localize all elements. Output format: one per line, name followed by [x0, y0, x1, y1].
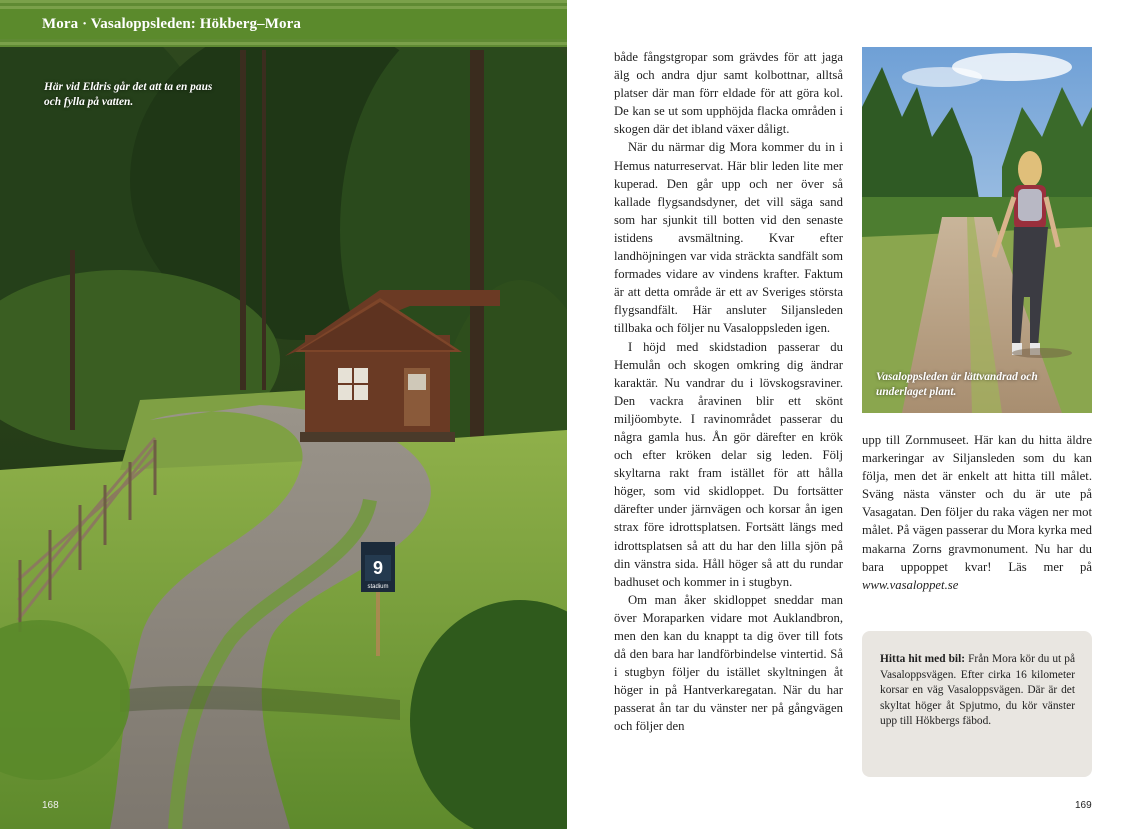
body-text-column-2 — [862, 431, 1092, 594]
photo-caption-left: Här vid Eldris går det att ta en paus och fylla på vatten. — [44, 81, 213, 108]
trail-hiker-photo-frame — [862, 47, 1092, 413]
paragraph: både fångstgropar som grävdes för att jaga älg och andra djur samt kolbottnar, alltså platser där man förr eldade för att göra kol. De kan se ut som upphöjda flacka områden i skogen där det ibland växer dåligt. — [614, 50, 843, 137]
column2-text: upp till Zornmuseet. Här kan du hitta äldre markeringar av Siljansleden som du kan följa, men det är enkelt att hitta till målet. Sväng nästa vänster och du är ute på Vasagatan. Den följer du raka vägen ner mot målet. På vägen passerar du Mora kyrka med makarna Zorns gravmonument. Nu har du bara uppoppet kvar! Läs mer på — [862, 433, 1092, 574]
page-number-right: 169 — [1075, 800, 1092, 811]
paragraph: I höjd med skidstadion passerar du Hemulån och skogen omkring dig ändrar karaktär. Nu vandrar du i lövskogsraviner. Den vackra åravinen blir ett skönt miljöombyte. I ravinområdet passerar du några gamla hus. Ån gör därefter en krök och efter kröken delar sig leden. Följ skyltarna rakt fram istället för att hålla höger, som vid skidloppet. Du fortsätter därefter under järnvägen och korsar ån igen strax före idrottsplatsen. Fortsätt längs med idrottsplatsen så att du har den lilla sjön på din vänstra sida. Håll höger så att du rundar badhuset och kommer in i stugbyn. — [614, 339, 843, 589]
sign-text: stadium — [367, 584, 389, 590]
page-number-left: 168 — [42, 800, 59, 811]
photo-caption-right: Vasaloppsleden är lättvandrad och underlaget plant. — [876, 371, 1038, 398]
paragraph: När du närmar dig Mora kommer du in i Hemus naturreservat. Här blir leden lite mer kuperad. Den går upp och ner över så kallade flygsandsdyner, det vill säga sand som har sjunkit till botten vid den senaste istidens avsmältning. Kvar efter landhöjningen var vida sträckta sandfält som formades vidare av vindens krafter. Faktum är att detta område är ett av Sveriges största flygsandfält. Här ansluter Siljansleden tillbaka och följer nu Vasaloppsleden igen. — [614, 140, 843, 336]
paragraph: Om man åker skidloppet sneddar man över Moraparken vidare mot Auklandbron, men den kan du knappt ta dig över till fots då den bara har landförbindelse vintertid. Så i stugbyn följer du istället skyltningen åt höger in på Hantverkaregatan. När du har passerat ån tar du vänster ner på gångvägen och följer den — [614, 592, 843, 734]
chapter-header-title: Mora · Vasaloppsleden: Hökberg–Mora — [42, 16, 301, 32]
website-link[interactable]: www.vasaloppet.se — [862, 577, 959, 592]
trail-hiker-photo — [862, 47, 1092, 413]
info-box-lead: Hitta hit med bil: — [880, 653, 966, 665]
directions-info-box — [862, 631, 1092, 777]
sign-number: 9 — [372, 558, 384, 578]
right-page — [567, 0, 1134, 829]
info-box-text: Från Mora kör du ut på Vasaloppsvägen. Efter cirka 16 kilometer korsar en väg Vasaloppsvägen. Där är det skyltat höger åt Spjutmo, du kör vänster upp till Hökbergs fäbod. — [880, 653, 1075, 728]
body-text-column-1 — [614, 48, 843, 736]
